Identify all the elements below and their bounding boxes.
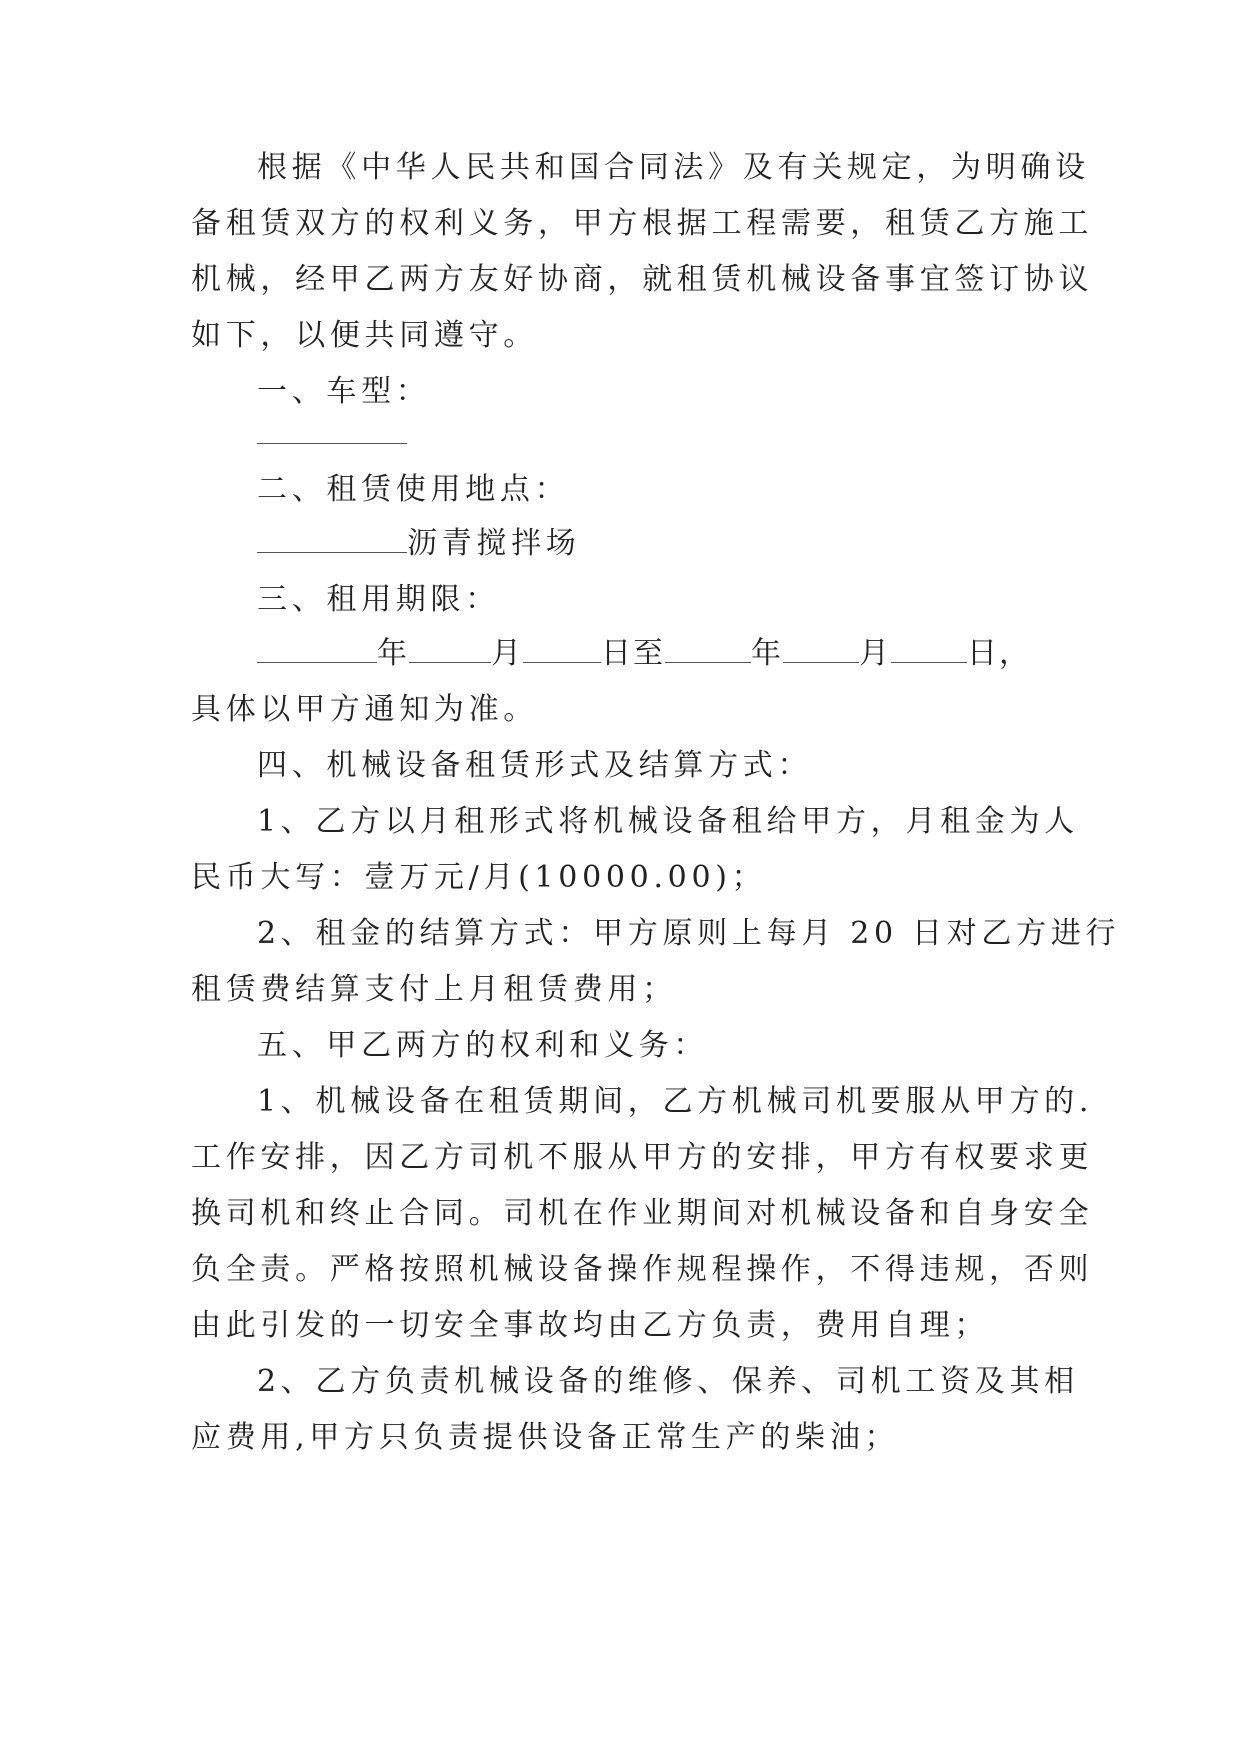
text-line: 由此引发的一切安全事故均由乙方负责，费用自理； — [191, 1308, 990, 1343]
text-line: 二、租赁使用地点： — [257, 472, 570, 507]
text-line: 1、乙方以月租形式将机械设备租给甲方，月租金为人 — [257, 804, 1079, 839]
start-month-blank — [409, 624, 491, 663]
section-3-heading — [191, 570, 1117, 630]
clause-5-2-line-2 — [191, 1408, 1051, 1468]
clause-4-2-line-2 — [191, 960, 1051, 1020]
paragraph-intro-line-3 — [191, 250, 1094, 310]
paragraph-intro-line-4 — [191, 306, 1051, 366]
text-line: 工作安排，因乙方司机不服从甲方的安排，甲方有权要求更 — [191, 1140, 1094, 1175]
clause-4-1-line-2 — [191, 848, 1051, 908]
lease-period-line — [191, 624, 1117, 684]
clause-5-1-line-3 — [191, 1184, 1094, 1244]
section-2-heading — [191, 460, 1117, 520]
section-5-heading — [191, 1016, 1117, 1076]
text-line: 机械，经甲乙两方友好协商，就租赁机械设备事宜签订协议 — [191, 262, 1094, 297]
text-line: 三、租用期限： — [257, 582, 500, 617]
text-line: 如下，以便共同遵守。 — [191, 318, 538, 353]
text-line: 四、机械设备租赁形式及结算方式： — [257, 748, 813, 783]
clause-4-1-line-1 — [191, 792, 1117, 852]
clause-5-1-line-5 — [191, 1296, 1051, 1356]
year-label: 年 — [377, 636, 409, 671]
text-line: 民币大写：壹万元/月(10000.00)； — [191, 860, 767, 895]
end-day-blank — [891, 624, 967, 663]
month-label: 月 — [859, 636, 891, 671]
day-label: 日， — [967, 636, 1031, 671]
text-line: 2、租金的结算方式：甲方原则上每月 20 日对乙方进行 — [257, 916, 1121, 951]
text-line: 应费用,甲方只负责提供设备正常生产的柴油； — [191, 1420, 900, 1455]
text-line: 负全责。严格按照机械设备操作规程操作，不得违规，否则 — [191, 1252, 1094, 1287]
clause-5-1-line-1 — [191, 1072, 1117, 1132]
vehicle-type-blank-line — [191, 405, 1117, 465]
text-line: 2、乙方负责机械设备的维修、保养、司机工资及其相 — [257, 1364, 1079, 1399]
section-4-heading — [191, 736, 1117, 796]
location-text: 沥青搅拌场 — [407, 526, 581, 561]
text-line: 一、车型： — [257, 374, 431, 409]
day-to-label: 日至 — [601, 636, 665, 671]
text-line: 备租赁双方的权利义务，甲方根据工程需要，租赁乙方施工 — [191, 206, 1094, 241]
clause-4-2-line-1 — [191, 904, 1121, 964]
text-line: 换司机和终止合同。司机在作业期间对机械设备和自身安全 — [191, 1196, 1094, 1231]
text-line: 具体以甲方通知为准。 — [191, 692, 538, 727]
text-line: 五、甲乙两方的权利和义务： — [257, 1028, 709, 1063]
end-month-blank — [783, 624, 859, 663]
end-year-blank — [665, 624, 751, 663]
start-day-blank — [523, 624, 601, 663]
location-line — [191, 514, 1117, 574]
month-label: 月 — [491, 636, 523, 671]
location-blank — [257, 514, 407, 553]
text-line: 1、机械设备在租赁期间，乙方机械司机要服从甲方的. — [257, 1084, 1094, 1119]
clause-5-1-line-2 — [191, 1128, 1094, 1188]
start-year-blank — [257, 624, 377, 663]
text-line: 租赁费结算支付上月租赁费用； — [191, 972, 677, 1007]
year-label: 年 — [751, 636, 783, 671]
lease-period-note — [191, 680, 1051, 740]
clause-5-2-line-1 — [191, 1352, 1117, 1412]
paragraph-intro-line-2 — [191, 194, 1094, 254]
clause-5-1-line-4 — [191, 1240, 1094, 1300]
paragraph-intro-line-1 — [191, 138, 1117, 198]
vehicle-type-blank — [257, 405, 407, 444]
text-line: 根据《中华人民共和国合同法》及有关规定，为明确设 — [257, 150, 1090, 185]
